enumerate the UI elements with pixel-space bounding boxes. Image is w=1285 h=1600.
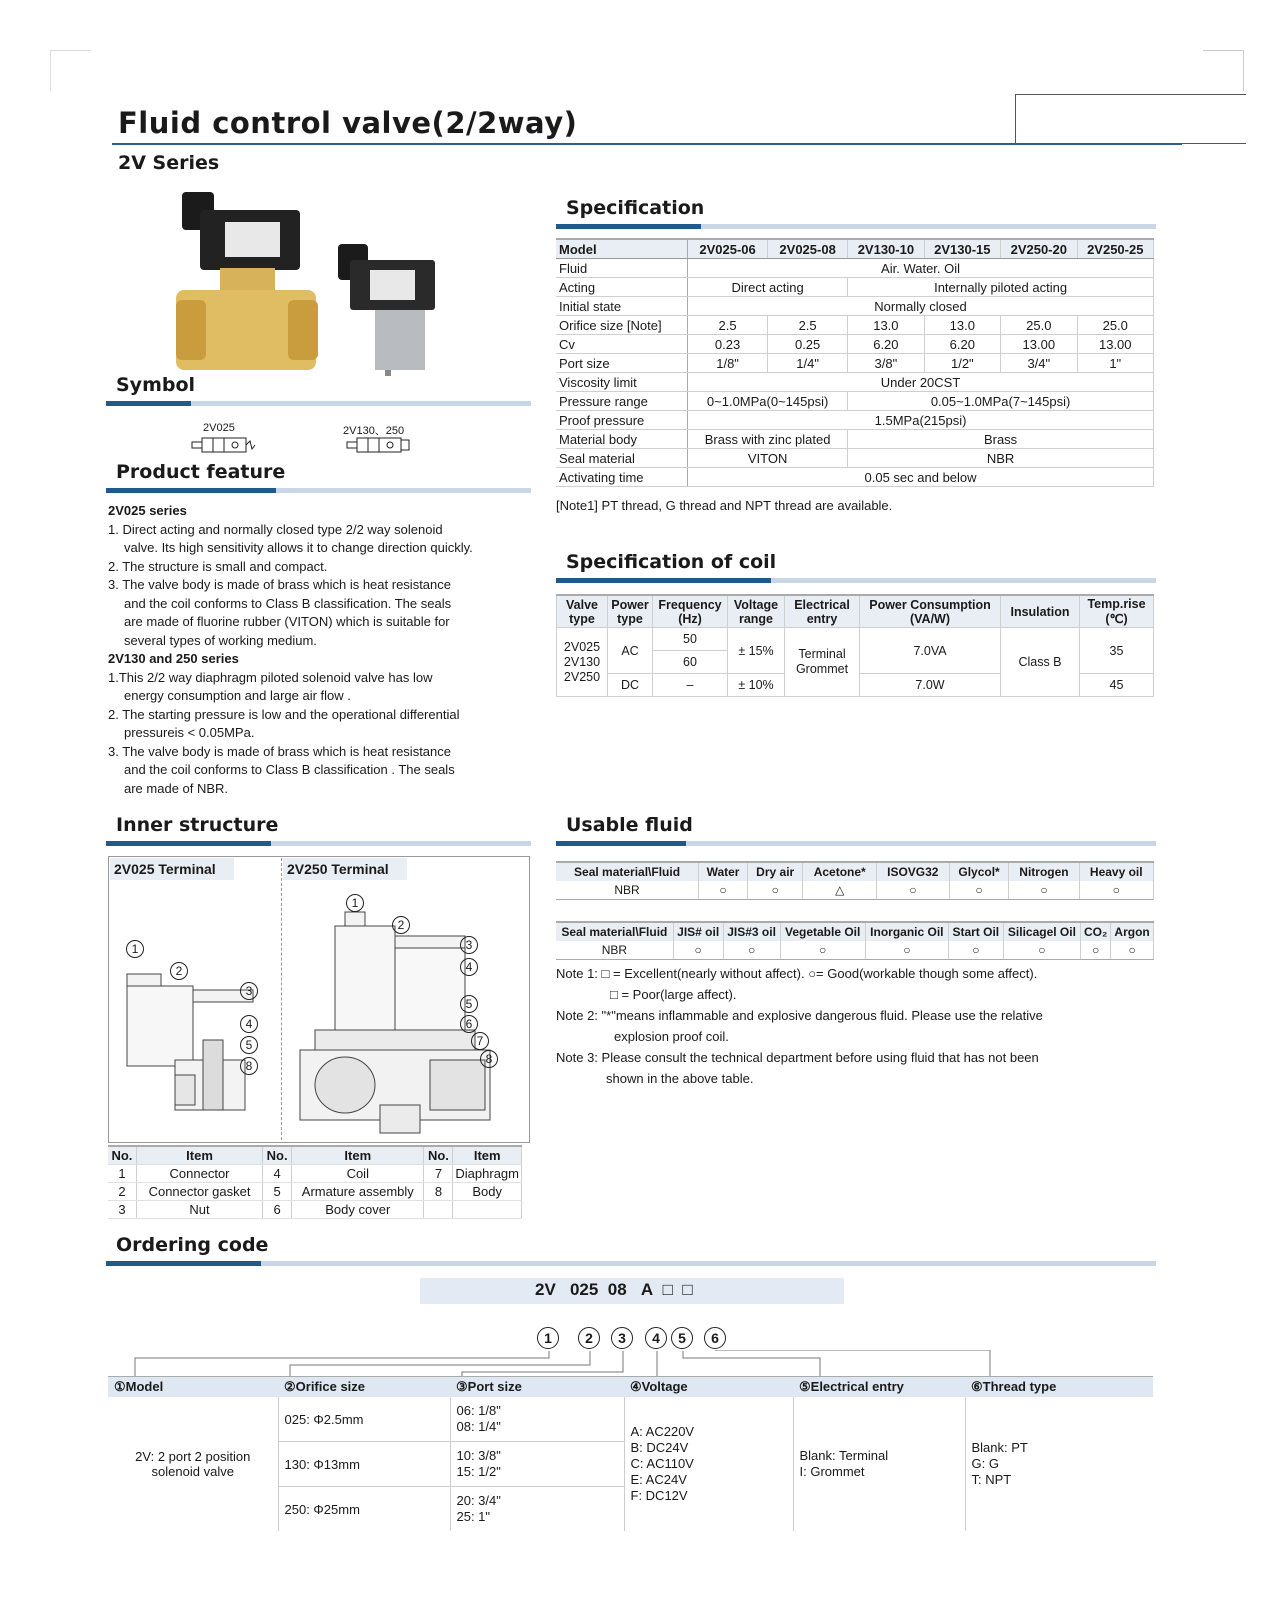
note-line: explosion proof coil.	[614, 1029, 729, 1044]
parts-cell	[453, 1201, 522, 1219]
parts-cell: 4	[263, 1165, 292, 1183]
fluid-cell: ○	[673, 941, 723, 960]
spec-cell: 25.0	[1001, 316, 1077, 335]
spec-cell: Proof pressure	[556, 411, 688, 430]
callout-6b: 6	[460, 1015, 478, 1033]
callout-8: 8	[240, 1057, 258, 1075]
parts-cell: Item	[292, 1146, 424, 1165]
code-part: 08	[607, 1280, 627, 1299]
section-usable-bar	[556, 841, 1156, 846]
section-coil: Specification of coil	[566, 551, 777, 573]
spec-cell: Air. Water. Oil	[688, 259, 1154, 278]
parts-header-row	[108, 1146, 522, 1165]
coil-cell: 35	[1080, 628, 1154, 674]
ordering-col-voltage: ④Voltage	[624, 1377, 793, 1398]
coil-cell	[557, 628, 608, 697]
order-circle-5: 5	[671, 1327, 693, 1349]
spec-row	[556, 373, 1154, 392]
entry-options: Blank: Terminal I: Grommet	[793, 1397, 965, 1531]
code-part: 025	[569, 1280, 599, 1299]
parts-cell: Connector	[136, 1165, 262, 1183]
coil-cell: Electrical entry	[785, 595, 860, 628]
feature-line: are made of NBR.	[124, 780, 229, 796]
parts-row	[108, 1183, 522, 1201]
spec-row	[556, 449, 1154, 468]
spec-cell: 2V025-08	[768, 239, 848, 259]
spec-cell: Brass with zinc plated	[688, 430, 848, 449]
fluid-cell: Dry air	[747, 862, 802, 881]
fluid-row	[556, 881, 1154, 900]
product-photo	[170, 190, 480, 380]
fluid-cell: NBR	[556, 941, 673, 960]
coil-cell: Class B	[1001, 628, 1080, 697]
feature-line: 3. The valve body is made of brass which is heat resistance	[108, 743, 451, 759]
spec-cell: Initial state	[556, 297, 688, 316]
callout-8b: 8	[480, 1050, 498, 1068]
coil-cell: 50	[653, 628, 728, 651]
parts-cell: Body cover	[292, 1201, 424, 1219]
fluid-cell: ○	[865, 941, 948, 960]
spec-note: [Note1] PT thread, G thread and NPT thread are available.	[556, 498, 893, 513]
spec-cell: 13.00	[1077, 335, 1153, 354]
parts-row	[108, 1165, 522, 1183]
ordering-col-orifice: ②Orifice size	[278, 1377, 450, 1398]
spec-cell: 2V025-06	[688, 239, 768, 259]
spec-cell: Port size	[556, 354, 688, 373]
fluid-cell: Water	[699, 862, 748, 881]
port-option: 06: 1/8" 08: 1/4"	[450, 1397, 624, 1442]
fluid-row	[556, 941, 1154, 960]
entry-text: Terminal	[798, 647, 846, 661]
orifice-option: 250: Φ25mm	[278, 1487, 450, 1532]
coil-cell: –	[653, 674, 728, 697]
parts-cell	[424, 1201, 453, 1219]
coil-cell: 7.0VA	[860, 628, 1001, 674]
ordering-col-entry: ⑤Electrical entry	[793, 1377, 965, 1398]
parts-cell: Diaphragm	[453, 1165, 522, 1183]
code-part: □	[662, 1280, 673, 1299]
feature-line: 2. The starting pressure is low and the operational differential	[108, 706, 460, 722]
ordering-col-port: ③Port size	[450, 1377, 624, 1398]
page-title: Fluid control valve(2/2way)	[118, 106, 578, 140]
spec-cell: Pressure range	[556, 392, 688, 411]
spec-row	[556, 259, 1154, 278]
feature-line: 1. Direct acting and normally closed type 2/2 way solenoid	[108, 521, 443, 537]
note-line: Note 2: "*"means inflammable and explosive dangerous fluid. Please use the relative	[556, 1008, 1043, 1023]
ordering-col-thread: ⑥Thread type	[965, 1377, 1153, 1398]
callout-3b: 3	[460, 936, 478, 954]
parts-cell: 2	[108, 1183, 136, 1201]
spec-cell: Acting	[556, 278, 688, 297]
fluid-cell: ○	[1081, 941, 1111, 960]
spec-cell: Material body	[556, 430, 688, 449]
callout-1: 1	[126, 940, 144, 958]
fluid-cell: ○	[1003, 941, 1080, 960]
coil-cell: Temp.rise (℃)	[1080, 595, 1154, 628]
note-line: Note 1: □ = Excellent(nearly without affect). ○= Good(workable though some affect).	[556, 966, 1038, 981]
parts-cell: Item	[136, 1146, 262, 1165]
spec-cell: 2V130-15	[924, 239, 1000, 259]
spec-cell: 0.05~1.0MPa(7~145psi)	[848, 392, 1154, 411]
spec-table	[556, 238, 1154, 487]
spec-cell: 1/2"	[924, 354, 1000, 373]
spec-cell: 2V250-20	[1001, 239, 1077, 259]
callout-5: 5	[240, 1036, 258, 1054]
fluid-cell: ○	[1111, 941, 1154, 960]
order-circle-3: 3	[611, 1327, 633, 1349]
spec-cell: 2V250-25	[1077, 239, 1153, 259]
feature-line: several types of working medium.	[124, 632, 317, 648]
title-rule	[112, 143, 1182, 145]
coil-cell: Voltage range	[728, 595, 785, 628]
parts-cell: 8	[424, 1183, 453, 1201]
parts-table	[108, 1145, 522, 1219]
spec-cell: Activating time	[556, 468, 688, 487]
feature-line: energy consumption and large air flow .	[124, 688, 351, 703]
valve-name: 2V025	[563, 639, 601, 654]
coil-table	[556, 594, 1154, 697]
fluid-cell: ○	[699, 881, 748, 900]
orifice-option: 130: Φ13mm	[278, 1442, 450, 1487]
feature-line: and the coil conforms to Class B classification . The seals	[124, 762, 455, 777]
spec-cell: NBR	[848, 449, 1154, 468]
spec-row	[556, 392, 1154, 411]
fluid-table-1	[556, 861, 1154, 900]
spec-cell: 2V130-10	[848, 239, 924, 259]
spec-cell: 0~1.0MPa(0~145psi)	[688, 392, 848, 411]
order-circle-6: 6	[704, 1327, 726, 1349]
orifice-option: 025: Φ2.5mm	[278, 1397, 450, 1442]
spec-cell: 13.00	[1001, 335, 1077, 354]
fluid-cell: Argon	[1111, 922, 1154, 941]
coil-header-row	[557, 595, 1154, 628]
callout-5b: 5	[460, 995, 478, 1013]
fluid-cell: ○	[1009, 881, 1079, 900]
thread-options: Blank: PT G: G T: NPT	[971, 1440, 1028, 1487]
parts-cell: 3	[108, 1201, 136, 1219]
coil-cell: 45	[1080, 674, 1154, 697]
spec-cell: 13.0	[848, 316, 924, 335]
fluid-cell: ISOVG32	[876, 862, 949, 881]
spec-row	[556, 354, 1154, 373]
ordering-table	[108, 1376, 1153, 1531]
parts-cell: No.	[108, 1146, 136, 1165]
callout-3: 3	[240, 982, 258, 1000]
spec-cell: Direct acting	[688, 278, 848, 297]
ordering-code-example	[535, 1280, 693, 1300]
feature-group-title: 2V025 series	[108, 503, 187, 518]
spec-row	[556, 316, 1154, 335]
spec-row	[556, 411, 1154, 430]
fluid-cell: ○	[1079, 881, 1153, 900]
fluid-cell: CO₂	[1081, 922, 1111, 941]
title-box	[1015, 94, 1246, 144]
fluid-cell: Nitrogen	[1009, 862, 1079, 881]
callout-4b: 4	[460, 958, 478, 976]
fluid-cell: JIS# oil	[673, 922, 723, 941]
section-symbol: Symbol	[116, 374, 196, 396]
feature-line: 3. The valve body is made of brass which is heat resistance	[108, 577, 451, 592]
coil-cell	[785, 628, 860, 697]
spec-row	[556, 335, 1154, 354]
entry-text: Grommet	[795, 662, 849, 676]
symbol-label-right: 2V130、250	[343, 425, 405, 437]
fluid-cell: Acetone*	[803, 862, 877, 881]
section-symbol-bar	[106, 401, 531, 406]
spec-cell: 1"	[1077, 354, 1153, 373]
note-line: Note 3: Please consult the technical department before using fluid that has not been	[556, 1050, 1039, 1065]
spec-cell: Seal material	[556, 449, 688, 468]
fluid-cell: Inorganic Oil	[865, 922, 948, 941]
feature-line: and the coil conforms to Class B classification. The seals	[124, 595, 452, 611]
feature-text	[108, 502, 538, 798]
spec-cell: Normally closed	[688, 297, 1154, 316]
parts-row	[108, 1201, 522, 1219]
corner-mark-right	[1203, 50, 1244, 91]
parts-cell: Coil	[292, 1165, 424, 1183]
coil-cell: Power Consumption (VA/W)	[860, 595, 1001, 628]
port-option: 20: 3/4" 25: 1"	[450, 1487, 624, 1532]
section-inner-bar	[106, 841, 531, 846]
callout-4: 4	[240, 1015, 258, 1033]
fluid-cell: Start Oil	[948, 922, 1003, 941]
feature-line: pressureis < 0.05MPa.	[124, 725, 255, 740]
spec-row	[556, 297, 1154, 316]
fluid-cell: ○	[876, 881, 949, 900]
port-option: 10: 3/8" 15: 1/2"	[450, 1442, 624, 1487]
spec-cell: 2.5	[768, 316, 848, 335]
spec-cell: 6.20	[924, 335, 1000, 354]
parts-cell: Item	[453, 1146, 522, 1165]
valve-name: 2V130	[563, 654, 601, 669]
valve-symbol-icon-right	[345, 436, 415, 454]
fluid-cell: JIS#3 oil	[723, 922, 780, 941]
section-ordering-bar	[106, 1261, 1156, 1266]
callout-7b: 7	[471, 1032, 489, 1050]
coil-cell: Power type	[608, 595, 653, 628]
fluid-cell: Vegetable Oil	[780, 922, 865, 941]
fluid-table-2	[556, 921, 1154, 960]
coil-cell: ± 15%	[728, 628, 785, 674]
coil-row	[557, 628, 1154, 651]
spec-cell: 1/8"	[688, 354, 768, 373]
valve-symbol-icon-left	[190, 436, 260, 454]
section-specification: Specification	[566, 197, 705, 219]
spec-cell: Fluid	[556, 259, 688, 278]
spec-cell: 3/4"	[1001, 354, 1077, 373]
voltage-options: A: AC220V B: DC24V C: AC110V E: AC24V F: DC12V	[624, 1397, 793, 1531]
parts-cell: No.	[263, 1146, 292, 1165]
coil-cell: Valve type	[557, 595, 608, 628]
coil-cell: ± 10%	[728, 674, 785, 697]
spec-cell: 2.5	[688, 316, 768, 335]
spec-cell: 1/4"	[768, 354, 848, 373]
spec-cell: Brass	[848, 430, 1154, 449]
feature-line: valve. Its high sensitivity allows it to change direction quickly.	[124, 540, 473, 555]
ordering-row	[108, 1397, 1153, 1442]
feature-line: 2. The structure is small and compact.	[108, 558, 328, 574]
code-part: 2V	[535, 1280, 556, 1299]
parts-cell: 7	[424, 1165, 453, 1183]
callout-1b: 1	[346, 894, 364, 912]
spec-cell: 25.0	[1077, 316, 1153, 335]
spec-cell: 13.0	[924, 316, 1000, 335]
fluid-cell: Glycol*	[949, 862, 1009, 881]
feature-line: are made of fluorine rubber (VITON) which is suitable for	[124, 614, 450, 629]
parts-cell: Body	[453, 1183, 522, 1201]
section-product-feature: Product feature	[116, 461, 286, 483]
section-feature-bar	[106, 488, 531, 493]
feature-group-title: 2V130 and 250 series	[108, 651, 239, 666]
coil-cell: 60	[653, 651, 728, 674]
fluid-cell: Seal material\Fluid	[556, 862, 699, 881]
inner-divider	[281, 858, 282, 1140]
fluid-cell: ○	[949, 881, 1009, 900]
fluid-header-row	[556, 922, 1154, 941]
coil-cell: 7.0W	[860, 674, 1001, 697]
model-text: 2V: 2 port 2 position	[135, 1449, 251, 1464]
parts-cell: 6	[263, 1201, 292, 1219]
section-coil-bar	[556, 578, 1156, 583]
spec-cell: Internally piloted acting	[848, 278, 1154, 297]
parts-cell: Connector gasket	[136, 1183, 262, 1201]
spec-row	[556, 468, 1154, 487]
corner-mark-left	[50, 50, 91, 91]
fluid-cell: Silicagel Oil	[1003, 922, 1080, 941]
callout-2b: 2	[392, 916, 410, 934]
parts-cell: No.	[424, 1146, 453, 1165]
code-part: □	[682, 1280, 693, 1299]
section-ordering-code: Ordering code	[116, 1234, 269, 1256]
spec-cell: 0.25	[768, 335, 848, 354]
spec-cell: VITON	[688, 449, 848, 468]
note-line: shown in the above table.	[606, 1071, 754, 1086]
code-part: A	[640, 1280, 654, 1299]
spec-cell: 1.5MPa(215psi)	[688, 411, 1154, 430]
parts-cell: 5	[263, 1183, 292, 1201]
section-usable-fluid: Usable fluid	[566, 814, 693, 836]
inner-title-right: 2V250 Terminal	[283, 858, 407, 880]
order-circle-4: 4	[645, 1327, 667, 1349]
spec-cell: 0.05 sec and below	[688, 468, 1154, 487]
parts-cell: Armature assembly	[292, 1183, 424, 1201]
model-text: solenoid valve	[151, 1464, 234, 1479]
ordering-model-cell	[108, 1397, 278, 1531]
section-spec-bar	[556, 224, 1156, 229]
spec-cell: 6.20	[848, 335, 924, 354]
coil-cell: Insulation	[1001, 595, 1080, 628]
feature-line: 1.This 2/2 way diaphragm piloted solenoid valve has low	[108, 669, 433, 685]
symbol-label-left: 2V025	[203, 422, 235, 434]
ordering-col-model: ①Model	[108, 1377, 278, 1398]
coil-cell: DC	[608, 674, 653, 697]
order-circle-1: 1	[537, 1327, 559, 1349]
ordering-header-row	[108, 1377, 1153, 1398]
inner-title-left: 2V025 Terminal	[110, 858, 234, 880]
spec-cell: Under 20CST	[688, 373, 1154, 392]
valve-name: 2V250	[563, 669, 601, 684]
fluid-cell: ○	[780, 941, 865, 960]
fluid-cell: NBR	[556, 881, 699, 900]
fluid-cell: ○	[747, 881, 802, 900]
spec-cell: Cv	[556, 335, 688, 354]
parts-cell: 1	[108, 1165, 136, 1183]
fluid-notes	[556, 963, 1156, 1089]
note-line: □ = Poor(large affect).	[610, 987, 737, 1002]
coil-cell: AC	[608, 628, 653, 674]
order-circle-2: 2	[578, 1327, 600, 1349]
callout-2: 2	[170, 962, 188, 980]
spec-cell: Orifice size [Note]	[556, 316, 688, 335]
spec-cell: 3/8"	[848, 354, 924, 373]
fluid-cell: Heavy oil	[1079, 862, 1153, 881]
fluid-cell: △	[803, 881, 877, 900]
spec-cell: 0.23	[688, 335, 768, 354]
fluid-cell: Seal material\Fluid	[556, 922, 673, 941]
fluid-cell: ○	[948, 941, 1003, 960]
spec-header-row	[556, 239, 1154, 259]
fluid-cell: ○	[723, 941, 780, 960]
series-title: 2V Series	[118, 152, 220, 174]
spec-row	[556, 278, 1154, 297]
coil-cell: Frequency (Hz)	[653, 595, 728, 628]
spec-cell: Viscosity limit	[556, 373, 688, 392]
spec-cell: Model	[556, 239, 688, 259]
spec-row	[556, 430, 1154, 449]
fluid-header-row	[556, 862, 1154, 881]
section-inner-structure: Inner structure	[116, 814, 279, 836]
parts-cell: Nut	[136, 1201, 262, 1219]
